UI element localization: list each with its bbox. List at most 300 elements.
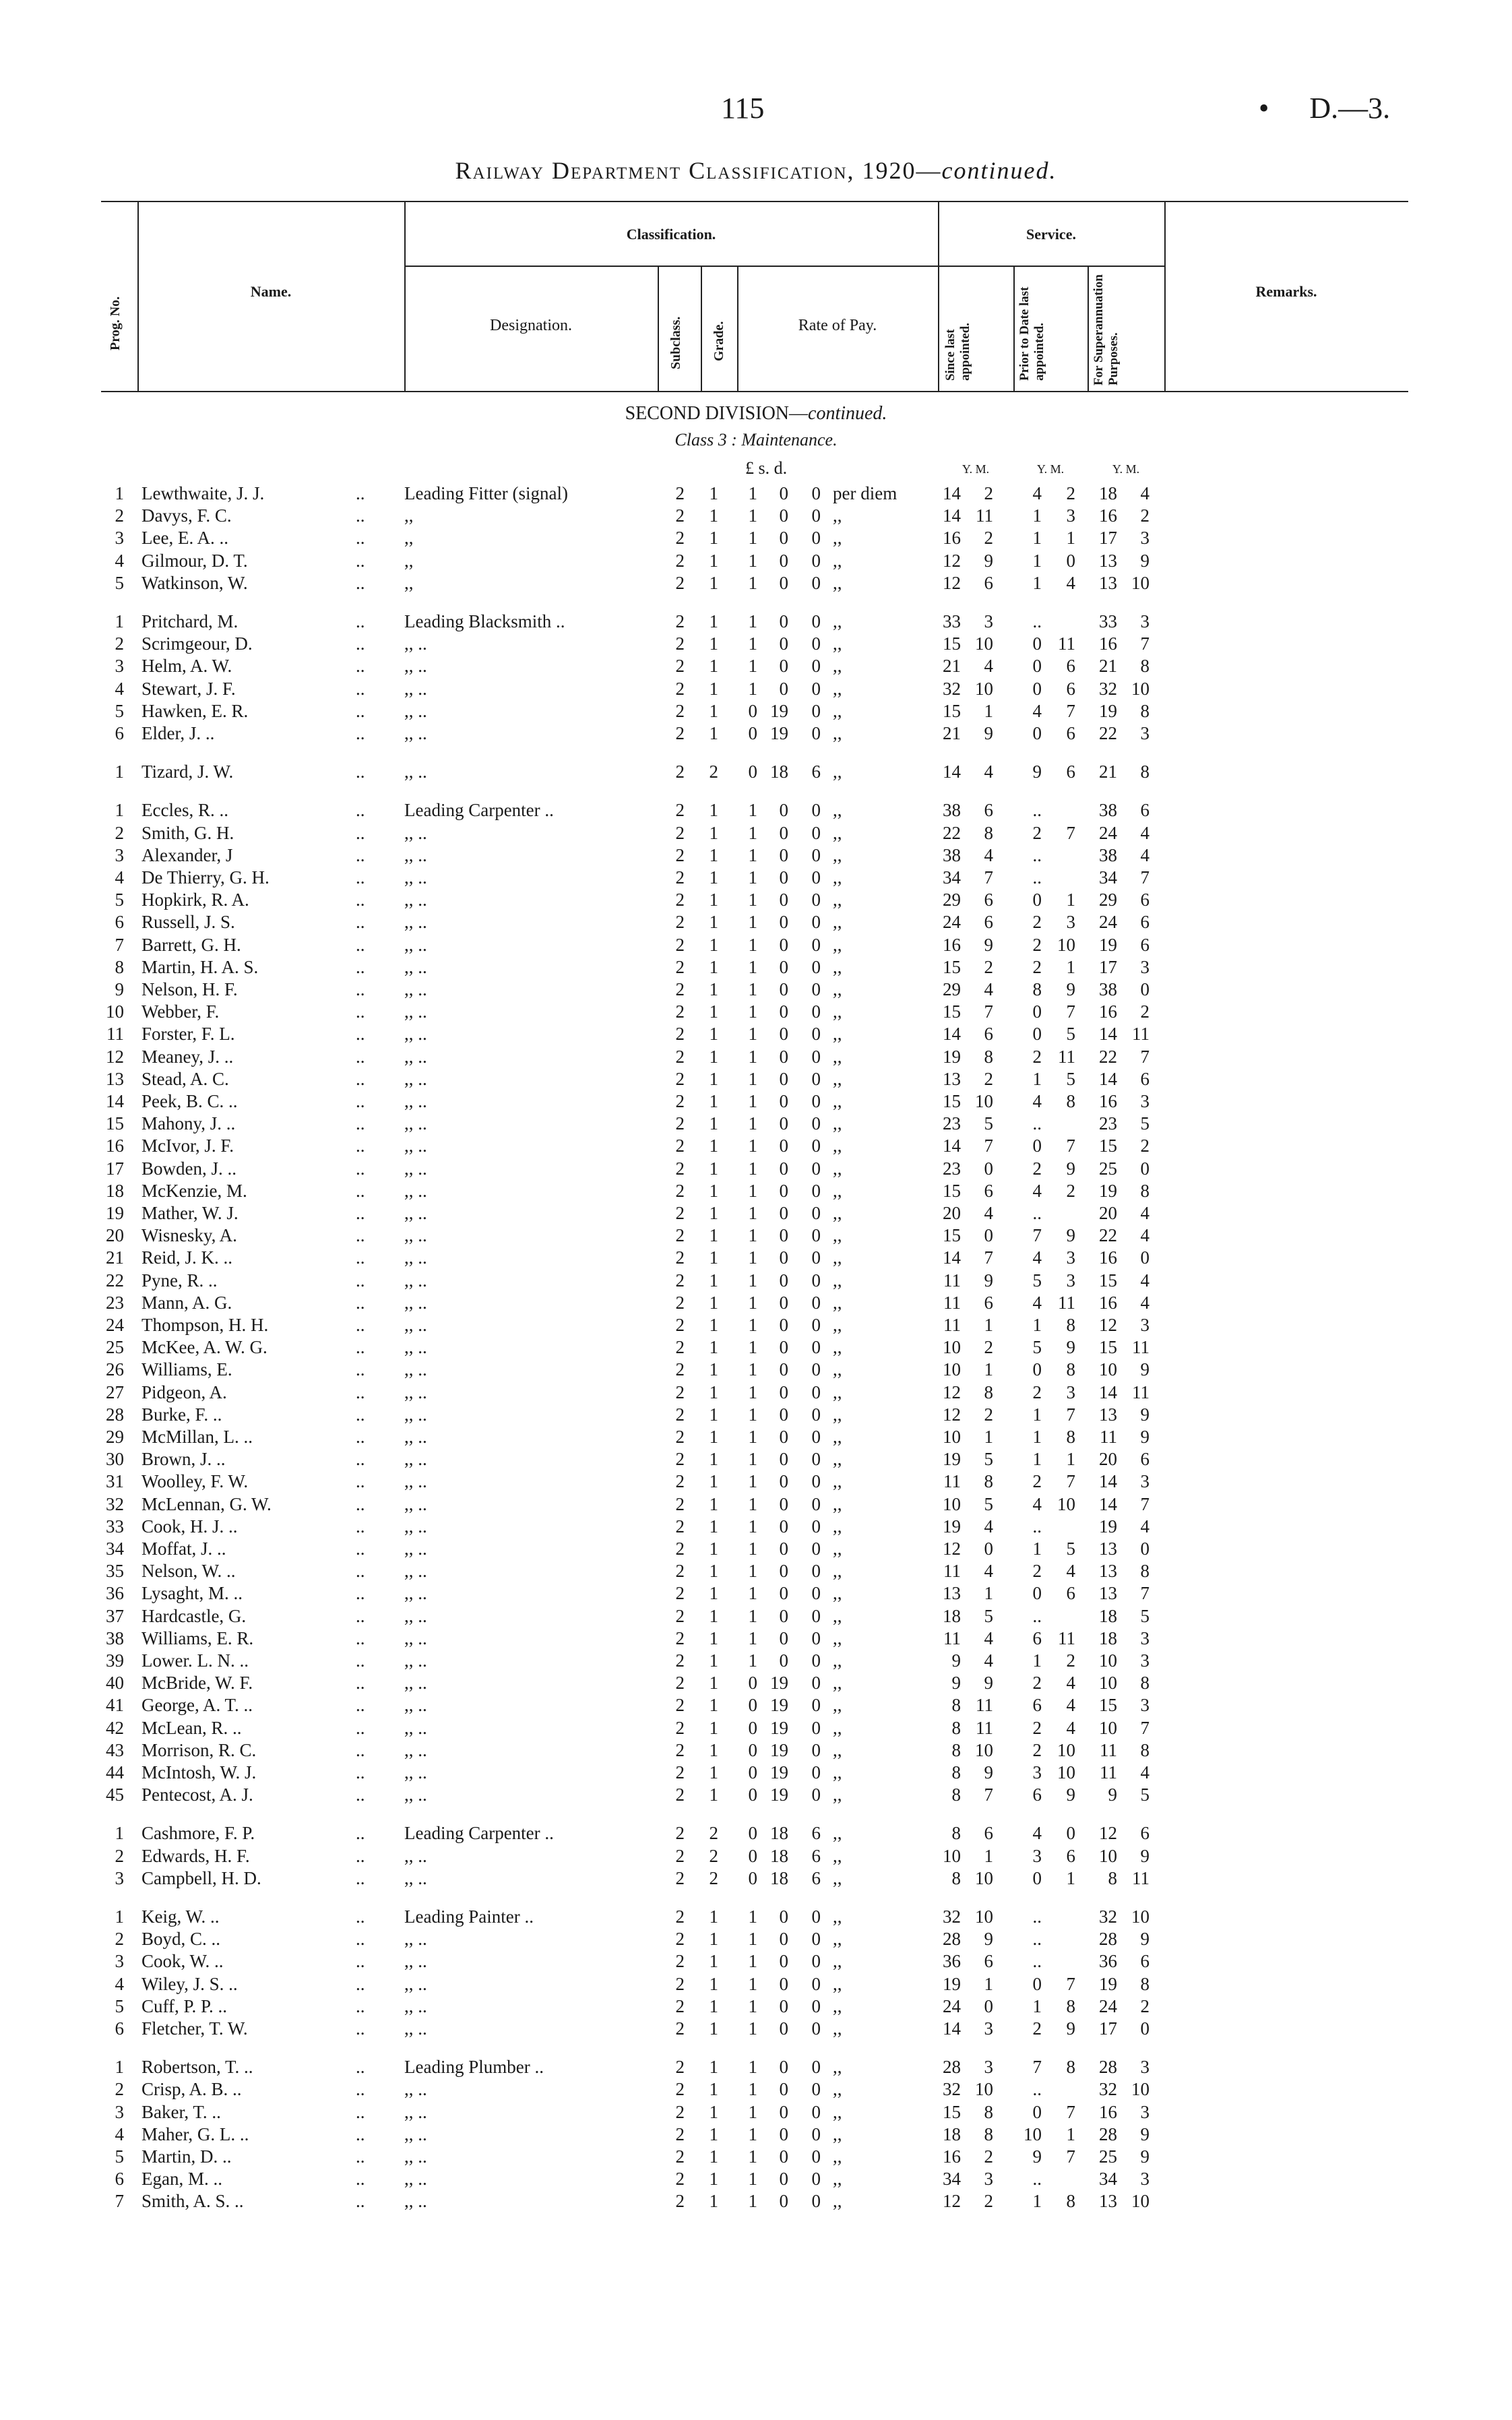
cell-subclass: 2 xyxy=(675,2057,685,2078)
cell-pounds: 1 xyxy=(748,934,757,955)
cell-shillings: 0 xyxy=(779,1906,788,1927)
cell-super-months: 4 xyxy=(1140,1225,1149,1246)
cell-designation: ,, .. xyxy=(404,1762,427,1782)
cell-pence: 0 xyxy=(811,1225,821,1246)
cell-prior-months: 6 xyxy=(1066,678,1075,699)
cell-pounds: 1 xyxy=(748,1382,757,1402)
cell-pence: 0 xyxy=(811,700,821,721)
cell-per: ,, xyxy=(833,1046,842,1067)
table-row xyxy=(0,1627,1512,1650)
cell-super-months: 4 xyxy=(1140,822,1149,843)
cell-pence: 0 xyxy=(811,934,821,955)
cell-pence: 0 xyxy=(811,483,821,503)
table-row xyxy=(0,1694,1512,1716)
cell-designation: ,, .. xyxy=(404,2101,427,2122)
cell-leader-dots: .. xyxy=(356,2169,365,2190)
cell-shillings: 19 xyxy=(770,1717,788,1738)
cell-subclass: 2 xyxy=(675,1867,685,1888)
cell-designation: ,, .. xyxy=(404,956,427,977)
cell-grade: 1 xyxy=(709,2169,718,2190)
cell-since-months: 10 xyxy=(975,633,993,654)
cell-since-years: 11 xyxy=(943,1270,961,1291)
cell-per: ,, xyxy=(833,1650,842,1671)
cell-per: ,, xyxy=(833,912,842,933)
cell-prior-years: .. xyxy=(1032,800,1042,821)
cell-subclass: 2 xyxy=(675,550,685,571)
cell-pence: 0 xyxy=(811,1973,821,1994)
table-row xyxy=(0,1336,1512,1359)
cell-since-years: 11 xyxy=(943,1471,961,1492)
cell-grade: 2 xyxy=(709,762,718,782)
cell-leader-dots: .. xyxy=(356,1449,365,1470)
cell-super-years: 20 xyxy=(1099,1203,1117,1223)
cell-grade: 1 xyxy=(709,1627,718,1648)
table-row xyxy=(0,1762,1512,1784)
cell-designation: ,, .. xyxy=(404,2079,427,2100)
cell-subclass: 2 xyxy=(675,1136,685,1156)
cell-prior-years: .. xyxy=(1032,1113,1042,1134)
cell-per: ,, xyxy=(833,1158,842,1179)
cell-pounds: 1 xyxy=(748,1270,757,1291)
cell-super-months: 0 xyxy=(1140,1539,1149,1559)
cell-prog-no: 14 xyxy=(106,1091,124,1111)
cell-per: ,, xyxy=(833,1136,842,1156)
cell-name: Nelson, H. F. xyxy=(141,979,238,999)
table-row xyxy=(0,2190,1512,2212)
cell-since-months: 8 xyxy=(984,1471,993,1492)
cell-grade: 1 xyxy=(709,611,718,631)
cell-prior-years: 8 xyxy=(1032,979,1042,999)
cell-grade: 1 xyxy=(709,1158,718,1179)
cell-prior-months: 4 xyxy=(1066,1717,1075,1738)
cell-leader-dots: .. xyxy=(356,656,365,677)
cell-name: Pyne, R. .. xyxy=(141,1270,218,1291)
cell-leader-dots: .. xyxy=(356,1717,365,1738)
cell-pounds: 1 xyxy=(748,1539,757,1559)
cell-name: Burke, F. .. xyxy=(141,1404,222,1425)
cell-designation: ,, .. xyxy=(404,2169,427,2190)
cell-per: ,, xyxy=(833,956,842,977)
cell-since-years: 12 xyxy=(943,1382,961,1402)
cell-shillings: 0 xyxy=(779,1001,788,1022)
units-super: Y. M. xyxy=(1112,462,1140,476)
cell-designation: ,, .. xyxy=(404,1247,427,1268)
cell-name: Nelson, W. .. xyxy=(141,1561,236,1582)
cell-prior-years: 3 xyxy=(1032,1845,1042,1866)
cell-grade: 1 xyxy=(709,572,718,593)
cell-pence: 0 xyxy=(811,1427,821,1447)
cell-pence: 0 xyxy=(811,1516,821,1537)
cell-pounds: 1 xyxy=(748,1427,757,1447)
cell-prog-no: 12 xyxy=(106,1046,124,1067)
cell-since-years: 32 xyxy=(943,2079,961,2100)
cell-designation: ,, .. xyxy=(404,1225,427,1246)
cell-since-years: 38 xyxy=(943,800,961,821)
cell-grade: 1 xyxy=(709,1516,718,1537)
cell-super-months: 7 xyxy=(1140,1717,1149,1738)
cell-leader-dots: .. xyxy=(356,1404,365,1425)
cell-since-years: 38 xyxy=(943,844,961,865)
cell-per: ,, xyxy=(833,844,842,865)
cell-per: ,, xyxy=(833,1225,842,1246)
cell-pounds: 1 xyxy=(748,1001,757,1022)
cell-designation: ,, .. xyxy=(404,1471,427,1492)
cell-name: Stead, A. C. xyxy=(141,1068,229,1089)
cell-shillings: 0 xyxy=(779,867,788,888)
cell-super-years: 8 xyxy=(1108,1867,1117,1888)
cell-grade: 1 xyxy=(709,678,718,699)
cell-since-years: 14 xyxy=(943,1136,961,1156)
cell-super-months: 7 xyxy=(1140,633,1149,654)
cell-subclass: 2 xyxy=(675,1561,685,1582)
cell-super-months: 5 xyxy=(1140,1785,1149,1805)
cell-shillings: 0 xyxy=(779,1516,788,1537)
cell-since-years: 8 xyxy=(951,1739,961,1760)
cell-shillings: 0 xyxy=(779,1046,788,1067)
cell-designation: ,, .. xyxy=(404,822,427,843)
cell-super-months: 4 xyxy=(1140,1516,1149,1537)
cell-prog-no: 43 xyxy=(106,1739,124,1760)
cell-leader-dots: .. xyxy=(356,934,365,955)
cell-since-years: 28 xyxy=(943,1929,961,1950)
cell-pounds: 1 xyxy=(748,1337,757,1358)
cell-leader-dots: .. xyxy=(356,2191,365,2212)
cell-prior-months: 2 xyxy=(1066,1180,1075,1201)
document-reference xyxy=(1259,91,1390,125)
cell-leader-dots: .. xyxy=(356,1427,365,1447)
cell-pence: 0 xyxy=(811,1539,821,1559)
cell-prior-months: 1 xyxy=(1066,1867,1075,1888)
cell-super-years: 32 xyxy=(1099,678,1117,699)
cell-leader-dots: .. xyxy=(356,1180,365,1201)
cell-per: ,, xyxy=(833,1717,842,1738)
cell-shillings: 0 xyxy=(779,1650,788,1671)
cell-pence: 0 xyxy=(811,1404,821,1425)
cell-since-years: 16 xyxy=(943,528,961,549)
col-header-superannuation: For Superannuation Purposes. xyxy=(1092,274,1121,385)
cell-grade: 1 xyxy=(709,844,718,865)
cell-subclass: 2 xyxy=(675,1973,685,1994)
cell-super-months: 8 xyxy=(1140,1973,1149,1994)
cell-pence: 6 xyxy=(811,1845,821,1866)
cell-grade: 1 xyxy=(709,1046,718,1067)
cell-per: ,, xyxy=(833,1973,842,1994)
col-divider xyxy=(701,266,702,392)
cell-super-months: 0 xyxy=(1140,2018,1149,2039)
cell-prior-months: 11 xyxy=(1058,633,1075,654)
cell-super-months: 8 xyxy=(1140,700,1149,721)
cell-pounds: 1 xyxy=(748,611,757,631)
cell-prior-years: 0 xyxy=(1032,1359,1042,1380)
table-row xyxy=(0,1739,1512,1762)
cell-subclass: 2 xyxy=(675,1404,685,1425)
cell-designation: ,, .. xyxy=(404,1673,427,1694)
cell-since-years: 8 xyxy=(951,1823,961,1844)
cell-since-months: 5 xyxy=(984,1605,993,1626)
table-row xyxy=(0,1270,1512,1292)
cell-shillings: 0 xyxy=(779,2123,788,2144)
cell-shillings: 0 xyxy=(779,890,788,910)
cell-super-years: 17 xyxy=(1099,528,1117,549)
cell-super-years: 16 xyxy=(1099,1292,1117,1313)
cell-grade: 1 xyxy=(709,2018,718,2039)
header-mid-rule xyxy=(404,266,1166,267)
cell-name: McIntosh, W. J. xyxy=(141,1762,257,1782)
cell-leader-dots: .. xyxy=(356,1292,365,1313)
table-row xyxy=(0,1224,1512,1247)
table-row xyxy=(0,483,1512,505)
cell-prior-months: 9 xyxy=(1066,2018,1075,2039)
cell-grade: 1 xyxy=(709,1762,718,1782)
cell-subclass: 2 xyxy=(675,1627,685,1648)
cell-prior-years: 7 xyxy=(1032,2057,1042,2078)
table-row xyxy=(0,911,1512,933)
cell-name: Egan, M. .. xyxy=(141,2169,222,2190)
cell-pounds: 0 xyxy=(748,1845,757,1866)
cell-designation: ,, .. xyxy=(404,2146,427,2167)
cell-prior-years: 4 xyxy=(1032,483,1042,503)
cell-designation: ,, .. xyxy=(404,1270,427,1291)
cell-per: ,, xyxy=(833,1024,842,1045)
cell-pence: 0 xyxy=(811,2018,821,2039)
cell-since-months: 9 xyxy=(984,1270,993,1291)
cell-subclass: 2 xyxy=(675,1225,685,1246)
cell-prior-months: 9 xyxy=(1066,1225,1075,1246)
cell-shillings: 0 xyxy=(779,844,788,865)
cell-since-months: 7 xyxy=(984,1785,993,1805)
cell-prior-years: 2 xyxy=(1032,822,1042,843)
cell-pence: 0 xyxy=(811,1995,821,2016)
cell-super-years: 34 xyxy=(1099,867,1117,888)
cell-per: ,, xyxy=(833,1247,842,1268)
cell-pence: 0 xyxy=(811,1046,821,1067)
cell-pence: 0 xyxy=(811,1583,821,1604)
cell-designation: ,, xyxy=(404,505,414,526)
cell-prog-no: 41 xyxy=(106,1695,124,1716)
cell-prior-years: 10 xyxy=(1023,2123,1042,2144)
cell-name: Webber, F. xyxy=(141,1001,220,1022)
cell-since-years: 20 xyxy=(943,1203,961,1223)
cell-since-years: 8 xyxy=(951,1867,961,1888)
cell-prior-years: 4 xyxy=(1032,1180,1042,1201)
cell-leader-dots: .. xyxy=(356,633,365,654)
cell-name: Meaney, J. .. xyxy=(141,1046,234,1067)
cell-subclass: 2 xyxy=(675,890,685,910)
cell-prog-no: 8 xyxy=(115,956,124,977)
cell-super-months: 3 xyxy=(1140,528,1149,549)
cell-subclass: 2 xyxy=(675,1001,685,1022)
cell-super-months: 3 xyxy=(1140,1091,1149,1111)
cell-name: Mahony, J. .. xyxy=(141,1113,236,1134)
cell-leader-dots: .. xyxy=(356,611,365,631)
col-header-designation: Designation. xyxy=(490,317,572,334)
table-row xyxy=(0,1867,1512,1890)
cell-designation: ,, .. xyxy=(404,1973,427,1994)
cell-prog-no: 18 xyxy=(106,1180,124,1201)
cell-designation: ,, .. xyxy=(404,1046,427,1067)
cell-grade: 1 xyxy=(709,1785,718,1805)
cell-prior-years: .. xyxy=(1032,1516,1042,1537)
cell-pounds: 1 xyxy=(748,800,757,821)
cell-per: ,, xyxy=(833,1404,842,1425)
page-number: 115 xyxy=(721,92,765,125)
cell-since-months: 4 xyxy=(984,1650,993,1671)
cell-prior-years: 0 xyxy=(1032,633,1042,654)
cell-since-years: 15 xyxy=(943,633,961,654)
cell-super-years: 19 xyxy=(1099,1180,1117,1201)
cell-leader-dots: .. xyxy=(356,678,365,699)
cell-grade: 1 xyxy=(709,1561,718,1582)
cell-pounds: 1 xyxy=(748,1315,757,1335)
cell-super-years: 13 xyxy=(1099,550,1117,571)
cell-prog-no: 2 xyxy=(115,822,124,843)
cell-name: Forster, F. L. xyxy=(141,1024,235,1045)
cell-super-months: 11 xyxy=(1132,1382,1149,1402)
cell-pounds: 1 xyxy=(748,1951,757,1972)
table-row xyxy=(0,1046,1512,1068)
cell-leader-dots: .. xyxy=(356,483,365,503)
cell-shillings: 0 xyxy=(779,1068,788,1089)
cell-super-years: 34 xyxy=(1099,2169,1117,2190)
cell-shillings: 0 xyxy=(779,1427,788,1447)
cell-designation: Leading Blacksmith .. xyxy=(404,611,565,631)
cell-subclass: 2 xyxy=(675,1906,685,1927)
cell-shillings: 0 xyxy=(779,1449,788,1470)
cell-prog-no: 28 xyxy=(106,1404,124,1425)
cell-subclass: 2 xyxy=(675,1359,685,1380)
cell-leader-dots: .. xyxy=(356,2146,365,2167)
cell-name: Mann, A. G. xyxy=(141,1292,232,1313)
cell-shillings: 0 xyxy=(779,1605,788,1626)
cell-since-months: 10 xyxy=(975,1906,993,1927)
cell-per: ,, xyxy=(833,1113,842,1134)
cell-leader-dots: .. xyxy=(356,956,365,977)
cell-pounds: 1 xyxy=(748,1449,757,1470)
cell-since-years: 11 xyxy=(943,1315,961,1335)
cell-super-years: 16 xyxy=(1099,505,1117,526)
cell-name: Stewart, J. F. xyxy=(141,678,236,699)
cell-subclass: 2 xyxy=(675,1951,685,1972)
cell-name: Lysaght, M. .. xyxy=(141,1583,243,1604)
cell-grade: 1 xyxy=(709,1068,718,1089)
cell-name: Smith, A. S. .. xyxy=(141,2191,244,2212)
cell-grade: 1 xyxy=(709,2079,718,2100)
cell-name: De Thierry, G. H. xyxy=(141,867,270,888)
cell-leader-dots: .. xyxy=(356,550,365,571)
cell-shillings: 0 xyxy=(779,656,788,677)
cell-prior-years: 1 xyxy=(1032,2191,1042,2212)
cell-shillings: 18 xyxy=(770,1845,788,1866)
cell-grade: 1 xyxy=(709,550,718,571)
cell-leader-dots: .. xyxy=(356,1516,365,1537)
cell-designation: ,, .. xyxy=(404,1449,427,1470)
cell-since-months: 2 xyxy=(984,2146,993,2167)
cell-name: Reid, J. K. .. xyxy=(141,1247,232,1268)
cell-prior-months: 8 xyxy=(1066,1427,1075,1447)
cell-leader-dots: .. xyxy=(356,1158,365,1179)
cell-prior-years: .. xyxy=(1032,1203,1042,1223)
cell-prog-no: 15 xyxy=(106,1113,124,1134)
cell-prog-no: 1 xyxy=(115,800,124,821)
cell-since-years: 11 xyxy=(943,1292,961,1313)
cell-pence: 0 xyxy=(811,1158,821,1179)
cell-super-months: 9 xyxy=(1140,2123,1149,2144)
cell-pounds: 1 xyxy=(748,550,757,571)
cell-since-years: 9 xyxy=(951,1673,961,1694)
cell-prior-months: 6 xyxy=(1066,762,1075,782)
cell-pounds: 1 xyxy=(748,1627,757,1648)
table-row xyxy=(0,1090,1512,1113)
division-title-prefix: SECOND DIVISION— xyxy=(625,403,809,424)
cell-shillings: 0 xyxy=(779,1995,788,2016)
cell-since-months: 4 xyxy=(984,979,993,999)
cell-prog-no: 20 xyxy=(106,1225,124,1246)
cell-pence: 0 xyxy=(811,1929,821,1950)
cell-prior-years: 0 xyxy=(1032,1024,1042,1045)
cell-super-years: 16 xyxy=(1099,633,1117,654)
cell-subclass: 2 xyxy=(675,800,685,821)
cell-subclass: 2 xyxy=(675,956,685,977)
cell-grade: 1 xyxy=(709,1973,718,1994)
cell-prior-months: 8 xyxy=(1066,2057,1075,2078)
cell-prog-no: 42 xyxy=(106,1717,124,1738)
cell-name: Mather, W. J. xyxy=(141,1203,239,1223)
cell-grade: 1 xyxy=(709,890,718,910)
cell-designation: Leading Painter .. xyxy=(404,1906,534,1927)
cell-since-years: 16 xyxy=(943,2146,961,2167)
cell-prog-no: 37 xyxy=(106,1605,124,1626)
cell-leader-dots: .. xyxy=(356,700,365,721)
cell-pounds: 1 xyxy=(748,1203,757,1223)
cell-pence: 0 xyxy=(811,633,821,654)
cell-since-months: 2 xyxy=(984,1337,993,1358)
cell-leader-dots: .. xyxy=(356,1867,365,1888)
cell-name: Alexander, J xyxy=(141,844,233,865)
cell-since-years: 10 xyxy=(943,1427,961,1447)
cell-name: Gilmour, D. T. xyxy=(141,550,248,571)
cell-grade: 1 xyxy=(709,633,718,654)
cell-prior-months: 5 xyxy=(1066,1539,1075,1559)
col-header-service: Service. xyxy=(1026,226,1076,243)
cell-super-years: 14 xyxy=(1099,1493,1117,1514)
cell-prior-years: 4 xyxy=(1032,700,1042,721)
cell-shillings: 0 xyxy=(779,1382,788,1402)
cell-super-months: 8 xyxy=(1140,1739,1149,1760)
cell-per: ,, xyxy=(833,550,842,571)
table-row xyxy=(0,1538,1512,1560)
cell-subclass: 2 xyxy=(675,1539,685,1559)
cell-per: ,, xyxy=(833,1203,842,1223)
cell-designation: ,, .. xyxy=(404,678,427,699)
cell-since-months: 4 xyxy=(984,1627,993,1648)
cell-super-months: 9 xyxy=(1140,1404,1149,1425)
col-header-prior-to: Prior to Date last appointed. xyxy=(1017,286,1046,381)
cell-subclass: 2 xyxy=(675,1995,685,2016)
table-row xyxy=(0,1247,1512,1269)
cell-per: ,, xyxy=(833,1337,842,1358)
cell-grade: 1 xyxy=(709,1024,718,1045)
cell-subclass: 2 xyxy=(675,2123,685,2144)
cell-pence: 0 xyxy=(811,2123,821,2144)
cell-super-years: 16 xyxy=(1099,1001,1117,1022)
cell-leader-dots: .. xyxy=(356,1627,365,1648)
table-row xyxy=(0,956,1512,979)
table-row xyxy=(0,1135,1512,1157)
cell-pounds: 1 xyxy=(748,1973,757,1994)
cell-since-months: 2 xyxy=(984,2191,993,2212)
cell-per: ,, xyxy=(833,1929,842,1950)
cell-leader-dots: .. xyxy=(356,1906,365,1927)
